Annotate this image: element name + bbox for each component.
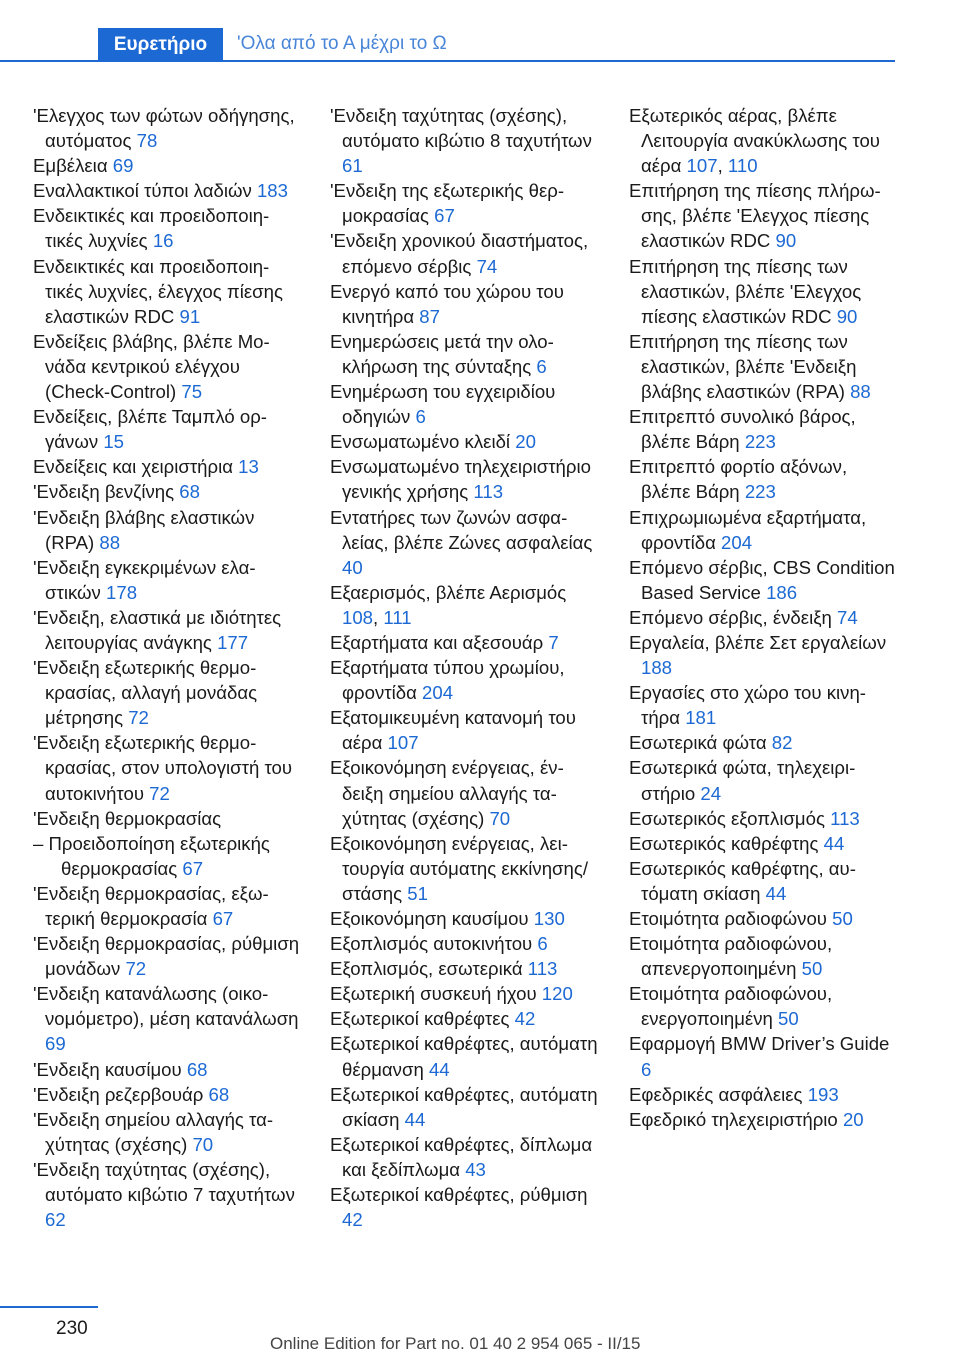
index-entry	[629, 254, 897, 329]
page-link[interactable]: 16	[152, 230, 174, 252]
index-entry	[629, 831, 897, 856]
index-entry-text: Εξοπλισμός, εσωτερικά	[330, 958, 523, 980]
page-link[interactable]: 50	[832, 908, 853, 929]
index-entry-text: 'Ενδειξη καυσίμου	[33, 1058, 182, 1080]
page-link[interactable]: 108	[342, 606, 374, 628]
index-entry-text: Ετοιμότητα ραδιοφώνου	[629, 908, 827, 929]
page-link[interactable]: 40	[342, 556, 363, 578]
index-entry-text: Ενδείξεις, βλέπε Ταμπλό οργάνων	[33, 406, 267, 453]
index-entry-text: Ενεργό καπό του χώρου του κινητήρα	[330, 280, 564, 327]
index-entry-text: Επιτήρηση της πίεσης των ελαστικών, βλέπε 'Ελεγχος πίεσης ελαστικών RDC	[629, 255, 862, 327]
page-link[interactable]: 67	[212, 908, 234, 929]
page-link[interactable]: 6	[415, 406, 426, 428]
index-entry	[33, 981, 301, 1056]
index-entry	[33, 1107, 301, 1157]
index-entry-text: Ενσωματωμένο κλειδί	[330, 431, 511, 453]
index-entry-text: Εξωτερικοί καθρέφτες, αυτόματη σκίαση	[330, 1083, 598, 1130]
page-link[interactable]: 120	[541, 983, 573, 1005]
page-link[interactable]: 113	[473, 481, 504, 503]
page-link[interactable]: 42	[342, 1209, 363, 1231]
page-link[interactable]: 51	[407, 882, 428, 904]
page-link[interactable]: 75	[181, 381, 203, 403]
page-link[interactable]: 50	[778, 1008, 799, 1030]
page-link[interactable]: 204	[721, 531, 753, 553]
index-entry-text: Εσωτερικός εξοπλισμός	[629, 807, 825, 829]
page-link[interactable]: 204	[422, 682, 454, 704]
index-entry	[629, 505, 897, 555]
index-entry-text: 'Ενδειξη ταχύτητας (σχέσης), αυτόματο κιβώτιο 7 ταχυτήτων	[33, 1158, 295, 1206]
index-entry	[330, 931, 598, 956]
page-link[interactable]: 7	[548, 631, 559, 653]
page-link[interactable]: 6	[537, 933, 548, 955]
page-link[interactable]: 44	[765, 882, 787, 904]
page-link[interactable]: 44	[404, 1108, 426, 1130]
index-entry	[330, 1182, 598, 1232]
index-entry	[33, 505, 301, 555]
index-entry-text: Επιτρεπτό φορτίο αξόνων, βλέπε Βάρη	[629, 456, 848, 503]
index-entry	[629, 454, 897, 504]
page-link[interactable]: 44	[823, 832, 845, 854]
page-link[interactable]: 181	[685, 707, 717, 729]
index-entry	[330, 505, 598, 580]
index-entry	[330, 279, 598, 329]
index-entry	[330, 178, 598, 228]
page-link[interactable]: 6	[536, 355, 547, 377]
page-link[interactable]: 68	[208, 1083, 230, 1105]
index-entry-text: 'Ενδειξη βλάβης ελαστικών (RPA)	[33, 506, 255, 553]
page-link[interactable]: 91	[179, 305, 201, 327]
page-link[interactable]: 13	[238, 456, 259, 478]
index-entry-text: 'Ενδειξη κατανάλωσης (οικονομόμετρο), μέση κατανάλωση	[33, 983, 299, 1030]
index-entry	[629, 730, 897, 755]
page-link[interactable]: 88	[99, 531, 121, 553]
index-entry	[330, 228, 598, 278]
page-link[interactable]: 43	[465, 1158, 486, 1180]
index-entry-text: – Προειδοποίηση εξωτερικής θερμοκρασίας	[33, 832, 270, 879]
page-link[interactable]: 67	[434, 205, 455, 227]
index-entry-text: Εξοικονόμηση ενέργειας, ένδειξη σημείου αλλαγής ταχύτητας (σχέσης)	[330, 757, 564, 829]
index-entry-text: Ενδεικτικές και προειδοποιητικές λυχνίες	[33, 205, 270, 252]
index-entry-text: 'Ενδειξη ταχύτητας (σχέσης), αυτόματο κιβώτιο 8 ταχυτήτων	[330, 105, 592, 152]
index-entry-text: Επιχρωμιωμένα εξαρτήματα, φροντίδα	[629, 506, 867, 553]
index-entry-text: Εξατομικευμένη κατανομή του αέρα	[330, 707, 576, 754]
index-entry-text: 'Ενδειξη βενζίνης	[33, 481, 175, 503]
index-entry-text: 'Ενδειξη θερμοκρασίας	[33, 807, 222, 829]
index-entry-text: Ενημέρωση του εγχειριδίου οδηγιών	[330, 381, 556, 428]
index-entry-text: Εξωτερικοί καθρέφτες, δίπλωμα και ξεδίπλωμα	[330, 1133, 593, 1180]
index-entry	[330, 1082, 598, 1132]
header-divider	[0, 60, 895, 62]
index-entry-text: Εφεδρικές ασφάλειες	[629, 1083, 803, 1105]
index-entry-text: Εσωτερικός καθρέφτης, αυτόματη σκίαση	[629, 857, 856, 904]
page-link[interactable]: 70	[192, 1133, 214, 1155]
index-entry	[330, 429, 598, 454]
index-entry-text: Εσωτερικά φώτα, τηλεχειριστήριο	[629, 757, 856, 804]
index-entry	[330, 705, 598, 755]
footer-divider	[0, 1306, 98, 1308]
index-entry-text: 'Ενδειξη εξωτερικής θερμοκρασίας, στον υπολογιστή του αυτοκινήτου	[33, 732, 293, 804]
index-entry-text: Εξαρτήματα και αξεσουάρ	[330, 631, 544, 653]
index-entry	[330, 1132, 598, 1182]
header	[0, 0, 960, 62]
index-entry	[629, 755, 897, 805]
page-link[interactable]: 74	[476, 255, 498, 277]
index-entry-text: Ετοιμότητα ραδιοφώνου, απενεργοποιημένη	[629, 933, 833, 980]
index-entry	[33, 831, 301, 881]
index-entry-text: Ενδεικτικές και προειδοποιητικές λυχνίες, έλεγχος πίεσης ελαστικών RDC	[33, 255, 283, 327]
index-entry	[330, 1006, 598, 1031]
index-entry-text: 'Ενδειξη εγκεκριμένων ελαστικών	[33, 556, 256, 603]
page-link[interactable]: 186	[766, 581, 798, 603]
index-entry	[33, 254, 301, 329]
page-link[interactable]: 183	[256, 180, 288, 202]
index-entry	[330, 103, 598, 178]
page-link[interactable]: 42	[514, 1008, 536, 1030]
index-entry-text: Ενδείξεις βλάβης, βλέπε Μονάδα κεντρικού ελέγχου (Check-Control)	[33, 330, 270, 403]
page-link[interactable]: 24	[700, 782, 722, 804]
index-entry	[629, 555, 897, 605]
page-link[interactable]: 223	[744, 481, 776, 503]
index-entry	[33, 329, 301, 404]
page-number: 230	[56, 1318, 88, 1339]
index-entry	[330, 329, 598, 379]
page-link[interactable]: 6	[641, 1058, 652, 1080]
page-link[interactable]: 72	[125, 958, 147, 980]
tab-a-to-z[interactable]: 'Ολα από το Α μέχρι το Ω	[237, 33, 447, 54]
index-entry-text: Ετοιμότητα ραδιοφώνου, ενεργοποιημένη	[629, 983, 833, 1030]
index-entry-text: 'Ενδειξη ρεζερβουάρ	[33, 1083, 204, 1105]
index-entry	[33, 1157, 301, 1232]
index-entry	[330, 906, 598, 931]
index-entry-text: Εσωτερικός καθρέφτης	[629, 832, 819, 854]
index-entry	[33, 730, 301, 805]
index-entry-text: Επιτήρηση της πίεσης των ελαστικών, βλέπε 'Ενδειξη βλάβης ελαστικών (RPA)	[629, 330, 857, 403]
page-link[interactable]: 88	[850, 381, 871, 403]
page-link[interactable]: 107	[686, 155, 718, 177]
index-entry	[629, 605, 897, 630]
page-link[interactable]: 90	[836, 305, 858, 327]
index-entry	[330, 981, 598, 1006]
index-entry	[33, 153, 301, 178]
index-entry-text: Εξαρτήματα τύπου χρωμίου, φροντίδα	[330, 657, 565, 704]
page-link[interactable]: 90	[775, 230, 797, 252]
page-link[interactable]: 69	[112, 155, 134, 177]
index-entry-text: Εξοικονόμηση ενέργειας, λειτουργία αυτόματης εκκίνησης/στάσης	[330, 832, 588, 904]
index-entry	[33, 454, 301, 479]
tab-index[interactable]: Ευρετήριο	[98, 28, 223, 62]
page-link[interactable]: 110	[727, 155, 758, 177]
index-entry	[629, 178, 897, 253]
page-link[interactable]: 62	[45, 1209, 66, 1231]
index-entry	[330, 454, 598, 504]
index-entry-text: 'Ενδειξη της εξωτερικής θερμοκρασίας	[330, 180, 565, 227]
index-entry-text: Εφαρμογή BMW Driver’s Guide	[629, 1033, 890, 1055]
index-entry-text: 'Ενδειξη εξωτερικής θερμοκρασίας, αλλαγή μονάδας μέτρησης	[33, 657, 258, 729]
page-link[interactable]: 44	[428, 1058, 450, 1080]
index-entry	[330, 630, 598, 655]
index-entry	[330, 755, 598, 830]
page-separator: ,	[717, 155, 723, 177]
index-entry	[33, 931, 301, 981]
index-entry-text: Εντατήρες των ζωνών ασφαλείας, βλέπε Ζώνες ασφαλείας	[330, 506, 593, 553]
page-link[interactable]: 61	[342, 155, 363, 177]
index-entry	[629, 931, 897, 981]
page-link[interactable]: 113	[527, 958, 558, 980]
index-entry-text: Ενδείξεις και χειριστήρια	[33, 456, 233, 478]
index-entry-text: 'Ενδειξη χρονικού διαστήματος, επόμενο σέρβις	[330, 230, 589, 277]
index-entry	[629, 630, 897, 680]
page-link[interactable]: 82	[771, 732, 793, 754]
index-entry-text: Εμβέλεια	[33, 155, 108, 177]
index-entry	[629, 103, 897, 178]
index-entry-text: Επόμενο σέρβις, CBS Condition Based Service	[629, 556, 895, 603]
index-entry	[33, 806, 301, 831]
index-entry-text: Εναλλακτικοί τύποι λαδιών	[33, 180, 252, 202]
index-entry-text: Εξαερισμός, βλέπε Αερισμός	[330, 581, 567, 603]
page-link[interactable]: 67	[182, 857, 204, 879]
page-link[interactable]: 178	[106, 581, 138, 603]
index-entry	[629, 806, 897, 831]
page-link[interactable]: 78	[136, 130, 158, 152]
index-entry	[629, 856, 897, 906]
index-entry	[33, 203, 301, 253]
index-entry	[330, 655, 598, 705]
index-entry-text: Εσωτερικά φώτα	[629, 732, 767, 754]
index-entry	[330, 580, 598, 630]
page-link[interactable]: 223	[744, 431, 776, 453]
index-entry-text: Εργασίες στο χώρο του κινητήρα	[629, 682, 866, 729]
index-entry	[33, 103, 301, 153]
index-entry	[330, 1031, 598, 1081]
page-link[interactable]: 177	[217, 631, 249, 653]
index-entry	[629, 1082, 897, 1107]
page-link[interactable]: 68	[186, 1058, 208, 1080]
index-entry-text: Επιτρεπτό συνολικό βάρος, βλέπε Βάρη	[629, 406, 856, 453]
page-link[interactable]: 113	[830, 807, 860, 829]
index-entry	[33, 605, 301, 655]
index-entry	[330, 831, 598, 906]
index-entry	[33, 1082, 301, 1107]
index-entry	[33, 479, 301, 504]
page-link[interactable]: 69	[45, 1033, 66, 1055]
index-entry	[33, 555, 301, 605]
index-entry-text: 'Ελεγχος των φώτων οδήγησης, αυτόματος	[33, 105, 295, 152]
page-link[interactable]: 50	[801, 958, 823, 980]
page-link[interactable]: 188	[641, 657, 673, 679]
page-link[interactable]: 193	[807, 1083, 839, 1105]
index-entry-text: Εξωτερική συσκευή ήχου	[330, 983, 537, 1005]
page-link[interactable]: 70	[489, 807, 511, 829]
page-link[interactable]: 20	[515, 431, 536, 453]
index-entry-text: Εξωτερικοί καθρέφτες, αυτόματη θέρμανση	[330, 1033, 598, 1080]
page-link[interactable]: 72	[149, 782, 170, 804]
index-entry	[33, 881, 301, 931]
page-separator: ,	[373, 606, 379, 628]
page-link[interactable]: 74	[837, 606, 858, 628]
index-entry	[33, 404, 301, 454]
index-entry	[330, 956, 598, 981]
index-entry	[629, 329, 897, 404]
page-link[interactable]: 130	[533, 908, 565, 929]
index-entry	[629, 1031, 897, 1081]
page-link[interactable]: 72	[128, 707, 149, 729]
index-entry-text: Εξοπλισμός αυτοκινήτου	[330, 933, 533, 955]
index-entry-text: Ενσωματωμένο τηλεχειριστήριο γενικής χρήσης	[330, 456, 591, 503]
index-entry-text: 'Ενδειξη θερμοκρασίας, εξωτερική θερμοκρασία	[33, 882, 269, 929]
index-entry-text: Εφεδρικό τηλεχειριστήριο	[629, 1108, 838, 1130]
index-entry-text: Επόμενο σέρβις, ένδειξη	[629, 606, 832, 628]
index-entry-text: Εξωτερικοί καθρέφτες	[330, 1008, 510, 1030]
page-link[interactable]: 107	[387, 732, 419, 754]
index-entry	[629, 680, 897, 730]
index-entry	[330, 379, 598, 429]
page-link[interactable]: 20	[842, 1108, 864, 1130]
page-link[interactable]: 111	[383, 606, 412, 628]
page-link[interactable]: 15	[103, 431, 125, 453]
index-entry-text: 'Ενδειξη θερμοκρασίας, ρύθμιση μονάδων	[33, 933, 300, 980]
index-entry-text: Εργαλεία, βλέπε Σετ εργαλείων	[629, 631, 887, 653]
index-entry-text: Ενημερώσεις μετά την ολοκλήρωση της σύνταξης	[330, 330, 554, 377]
index-entry	[629, 981, 897, 1031]
page-link[interactable]: 87	[419, 305, 440, 327]
index-entry	[629, 1107, 897, 1132]
index-column-3	[629, 103, 897, 1132]
index-entry-text: Εξωτερικοί καθρέφτες, ρύθμιση	[330, 1184, 588, 1206]
index-entry-text: Εξωτερικός αέρας, βλέπε Λειτουργία ανακύκλωσης του αέρα	[629, 105, 880, 177]
page-link[interactable]: 68	[179, 481, 200, 503]
index-entry	[33, 178, 301, 203]
index-column-1	[33, 103, 301, 1232]
index-entry	[33, 1057, 301, 1082]
edition-note: Online Edition for Part no. 01 40 2 954 065 - II/15	[270, 1334, 641, 1353]
index-entry-text: Εξοικονόμηση καυσίμου	[330, 908, 529, 929]
index-entry	[629, 404, 897, 454]
index-entry-text: Επιτήρηση της πίεσης πλήρωσης, βλέπε 'Ελεγχος πίεσης ελαστικών RDC	[629, 180, 881, 252]
index-entry	[629, 906, 897, 931]
index-entry-text: 'Ενδειξη σημείου αλλαγής ταχύτητας (σχέσης)	[33, 1108, 274, 1155]
index-column-2	[330, 103, 598, 1232]
index-entry-text: 'Ενδειξη, ελαστικά με ιδιότητες λειτουργίας ανάγκης	[33, 606, 282, 653]
index-entry	[33, 655, 301, 730]
